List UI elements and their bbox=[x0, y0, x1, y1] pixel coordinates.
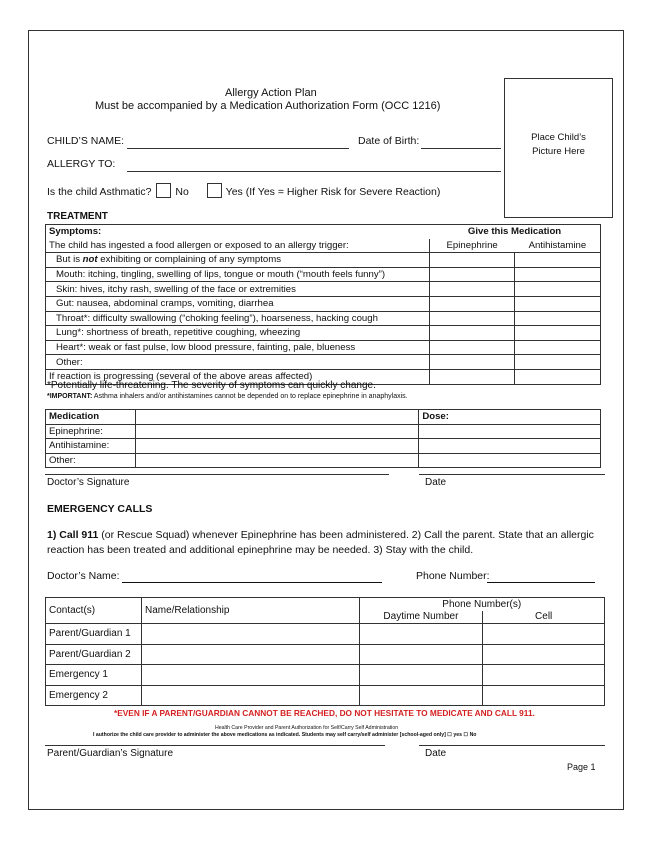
asthma-yes-checkbox[interactable] bbox=[207, 183, 222, 198]
symptom-row bbox=[46, 311, 601, 326]
dose-field[interactable] bbox=[419, 453, 601, 468]
medication-field[interactable] bbox=[135, 424, 418, 439]
asthma-no-label: No bbox=[175, 186, 189, 198]
cell-field[interactable] bbox=[483, 644, 605, 665]
form-page bbox=[28, 30, 624, 810]
epinephrine-cell[interactable] bbox=[429, 326, 515, 341]
medication-row bbox=[46, 439, 601, 454]
contact-row bbox=[46, 644, 605, 665]
contact-parent-2: Parent/Guardian 2 bbox=[46, 644, 142, 665]
epinephrine-cell[interactable] bbox=[429, 267, 515, 282]
contact-emergency-1: Emergency 1 bbox=[46, 665, 142, 686]
symptom-row bbox=[46, 355, 601, 370]
treatment-heading: TREATMENT bbox=[47, 211, 108, 222]
asthma-yes-label: Yes (If Yes = Higher Risk for Severe Reaction) bbox=[225, 186, 441, 198]
antihistamine-cell[interactable] bbox=[515, 326, 601, 341]
antihistamine-cell[interactable] bbox=[515, 311, 601, 326]
epinephrine-cell[interactable] bbox=[429, 282, 515, 297]
emergency-heading: EMERGENCY CALLS bbox=[47, 503, 153, 515]
parent-signature-field[interactable] bbox=[45, 745, 385, 746]
doctor-date-label: Date bbox=[425, 477, 447, 488]
medication-header: Medication bbox=[46, 410, 136, 425]
cell-header: Cell bbox=[483, 611, 605, 624]
medication-field[interactable] bbox=[135, 453, 418, 468]
treatment-subheader-row bbox=[46, 239, 601, 253]
antihistamine-cell[interactable] bbox=[515, 267, 601, 282]
child-name-field[interactable] bbox=[127, 148, 349, 149]
photo-box-label-1: Place Child’s bbox=[531, 132, 586, 143]
symptom-mouth: Mouth: itching, tingling, swelling of lips, tongue or mouth (“mouth feels funny”) bbox=[46, 267, 430, 282]
daytime-field[interactable] bbox=[359, 624, 483, 645]
symptom-row bbox=[46, 253, 601, 268]
symptom-throat: Throat*: difficulty swallowing (“choking feeling”), hoarseness, hacking cough bbox=[46, 311, 430, 326]
parent-date-label: Date bbox=[425, 748, 447, 759]
symptom-none: But is not exhibiting or complaining of any symptoms bbox=[46, 253, 430, 268]
medication-other: Other: bbox=[46, 453, 136, 468]
medication-row bbox=[46, 453, 601, 468]
antihistamine-cell[interactable] bbox=[515, 340, 601, 355]
medication-epinephrine: Epinephrine: bbox=[46, 424, 136, 439]
symptom-row bbox=[46, 296, 601, 311]
parent-date-field[interactable] bbox=[419, 745, 605, 746]
dose-field[interactable] bbox=[419, 424, 601, 439]
medication-blank bbox=[135, 410, 418, 425]
dose-header: Dose: bbox=[419, 410, 601, 425]
form-subtitle: Must be accompanied by a Medication Authorization Form (OCC 1216) bbox=[95, 100, 441, 112]
life-threatening-note: *Potentially life-threatening. The severity of symptoms can quickly change. bbox=[47, 380, 376, 391]
daytime-field[interactable] bbox=[359, 665, 483, 686]
antihistamine-cell[interactable] bbox=[515, 296, 601, 311]
contact-emergency-2: Emergency 2 bbox=[46, 685, 142, 706]
cell-field[interactable] bbox=[483, 685, 605, 706]
symptom-row bbox=[46, 267, 601, 282]
antihistamine-cell[interactable] bbox=[515, 253, 601, 268]
phone-numbers-header: Phone Number(s) bbox=[359, 598, 605, 611]
treatment-table bbox=[45, 224, 601, 385]
contact-parent-1: Parent/Guardian 1 bbox=[46, 624, 142, 645]
contact-row bbox=[46, 665, 605, 686]
symptoms-header: Symptoms: bbox=[46, 225, 430, 239]
symptom-lung: Lung*: shortness of breath, repetitive coughing, wheezing bbox=[46, 326, 430, 341]
doctor-name-label: Doctor’s Name: bbox=[47, 570, 120, 582]
medication-row bbox=[46, 424, 601, 439]
contact-row bbox=[46, 624, 605, 645]
symptom-other: Other: bbox=[46, 355, 430, 370]
doctor-date-field[interactable] bbox=[419, 474, 605, 475]
symptom-row bbox=[46, 340, 601, 355]
symptom-gut: Gut: nausea, abdominal cramps, vomiting, diarrhea bbox=[46, 296, 430, 311]
give-medication-header: Give this Medication bbox=[429, 225, 600, 239]
cell-field[interactable] bbox=[483, 665, 605, 686]
allergy-field[interactable] bbox=[127, 171, 501, 172]
daytime-field[interactable] bbox=[359, 685, 483, 706]
doctor-signature-field[interactable] bbox=[45, 474, 389, 475]
epinephrine-cell[interactable] bbox=[429, 369, 515, 384]
daytime-field[interactable] bbox=[359, 644, 483, 665]
antihistamine-cell[interactable] bbox=[515, 369, 601, 384]
name-field[interactable] bbox=[141, 644, 359, 665]
daytime-number-header: Daytime Number bbox=[359, 611, 483, 624]
name-field[interactable] bbox=[141, 624, 359, 645]
dose-field[interactable] bbox=[419, 439, 601, 454]
contact-header: Contact(s) bbox=[46, 598, 142, 624]
asthma-no-checkbox[interactable] bbox=[156, 183, 171, 198]
allergy-label: ALLERGY TO: bbox=[47, 158, 116, 170]
contacts-header-row bbox=[46, 598, 605, 611]
epinephrine-cell[interactable] bbox=[429, 311, 515, 326]
name-field[interactable] bbox=[141, 665, 359, 686]
asthma-question: Is the child Asthmatic? bbox=[47, 186, 152, 198]
asthma-row bbox=[47, 183, 440, 198]
epinephrine-col-header: Epinephrine bbox=[429, 239, 515, 253]
epinephrine-cell[interactable] bbox=[429, 355, 515, 370]
name-relationship-header: Name/Relationship bbox=[141, 598, 359, 624]
emergency-instructions-line1: 1) Call 911 (or Rescue Squad) whenever Epinephrine has been administered. 2) Call the parent. State that an allergic bbox=[47, 529, 594, 541]
emergency-instructions-line2: reaction has been treated and additional epinephrine may be needed. 3) Stay with the child. bbox=[47, 544, 474, 556]
antihistamine-cell[interactable] bbox=[515, 282, 601, 297]
name-field[interactable] bbox=[141, 685, 359, 706]
medicate-warning: *EVEN IF A PARENT/GUARDIAN CANNOT BE REACHED, DO NOT HESITATE TO MEDICATE AND CALL 911. bbox=[114, 708, 535, 718]
page-number: Page 1 bbox=[567, 762, 596, 772]
doctor-name-field[interactable] bbox=[122, 582, 382, 583]
child-picture-box[interactable] bbox=[504, 78, 613, 218]
doctor-signature-label: Doctor’s Signature bbox=[47, 477, 130, 488]
authorization-text: I authorize the child care provider to administer the above medications as indicated. Students may self carry/self administer [school-aged only] ☐ yes ☐ No bbox=[93, 732, 477, 738]
epinephrine-cell[interactable] bbox=[429, 340, 515, 355]
dob-label: Date of Birth: bbox=[358, 135, 420, 147]
photo-box-label-2: Picture Here bbox=[532, 146, 585, 157]
call-911-text: 1) Call 911 bbox=[47, 529, 99, 541]
phone-number-field[interactable] bbox=[487, 582, 595, 583]
symptom-row bbox=[46, 282, 601, 297]
symptom-row bbox=[46, 326, 601, 341]
treatment-header-row bbox=[46, 225, 601, 239]
important-note bbox=[47, 393, 408, 400]
symptom-skin: Skin: hives, itchy rash, swelling of the face or extremities bbox=[46, 282, 430, 297]
child-name-label: CHILD’S NAME: bbox=[47, 135, 125, 147]
contacts-table bbox=[45, 597, 605, 706]
form-title: Allergy Action Plan bbox=[225, 87, 317, 99]
cell-field[interactable] bbox=[483, 624, 605, 645]
authorization-title: Health Care Provider and Parent Authorization for Self/Carry Self Administration bbox=[215, 725, 399, 731]
symptom-progressing: If reaction is progressing (several of the above areas affected) bbox=[46, 369, 430, 384]
parent-signature-label: Parent/Guardian’s Signature bbox=[47, 748, 174, 759]
medication-field[interactable] bbox=[135, 439, 418, 454]
important-text: Asthma inhalers and/or antihistamines cannot be depended on to replace epinephrine in anaphylaxis. bbox=[92, 393, 408, 400]
dob-field[interactable] bbox=[421, 148, 501, 149]
antihistamine-cell[interactable] bbox=[515, 355, 601, 370]
antihistamine-col-header: Antihistamine bbox=[515, 239, 601, 253]
epinephrine-cell[interactable] bbox=[429, 253, 515, 268]
important-label: *IMPORTANT: bbox=[47, 393, 93, 400]
medication-table bbox=[45, 409, 601, 468]
medication-antihistamine: Antihistamine: bbox=[46, 439, 136, 454]
phone-number-label: Phone Number: bbox=[416, 570, 490, 582]
contact-row bbox=[46, 685, 605, 706]
medication-header-row bbox=[46, 410, 601, 425]
symptom-heart: Heart*: weak or fast pulse, low blood pressure, fainting, pale, blueness bbox=[46, 340, 430, 355]
treatment-intro: The child has ingested a food allergen or exposed to an allergy trigger: bbox=[46, 239, 430, 253]
epinephrine-cell[interactable] bbox=[429, 296, 515, 311]
